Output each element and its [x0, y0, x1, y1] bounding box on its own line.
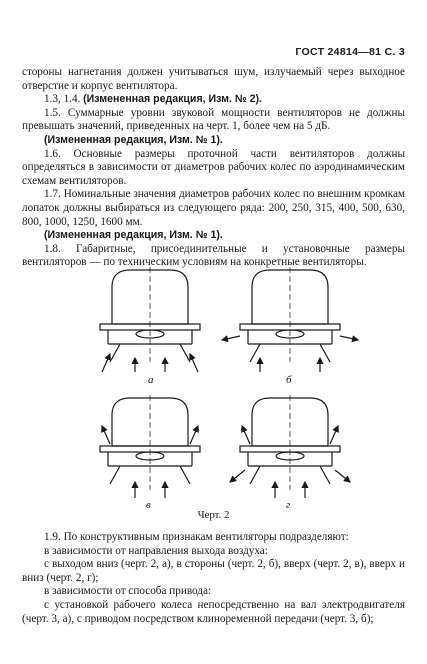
fan-diagrams — [80, 262, 360, 512]
paragraph-6: (Измененная редакция, Изм. № 1). — [44, 229, 223, 242]
paragraph-3: (Измененная редакция, Изм. № 1). — [44, 133, 223, 146]
paragraph-b4: с установкой рабочего колеса непосредственно на вал электродвигателя (черт. 3, а), с приводом посредством клиноременной передачи (черт. 3, б); — [22, 598, 405, 625]
page-header: ГОСТ 24814—81 С. 3 — [295, 46, 405, 58]
fan-c — [100, 395, 200, 498]
paragraph-0: стороны нагнетания должен учитываться шум, излучаемый через выходное отверстие и корпус вентилятора. — [22, 66, 405, 92]
paragraph-b1: в зависимости от направления выхода воздуха: — [44, 544, 268, 557]
paragraph-b2: с выходом вниз (черт. 2, а), в стороны (черт. 2, б), вверх (черт. 2, в), вверх и вниз (черт. 2, г); — [22, 558, 405, 584]
paragraph-b0: 1.9. По конструктивным признакам вентиляторы подразделяют: — [44, 531, 349, 543]
paragraph-b3: в зависимости от способа привода: — [44, 585, 212, 598]
text-bottom — [22, 531, 405, 626]
fig-label-v: в — [146, 499, 151, 511]
paragraph-1: 1.3, 1.4. (Измененная редакция, Изм. № 2). — [44, 93, 262, 106]
fan-d — [230, 395, 350, 498]
paragraph-2: 1.5. Суммарные уровни звуковой мощности вентиляторов не должны превышать значений, приведенных на черт. 1, более чем на 5 дБ. — [22, 106, 405, 133]
paragraph-5: 1.7. Номинальные значения диаметров рабочих колес по внешним кромкам лопаток должны выбираться из следующего ряда: 200, 250, 315, 400, 500, 630, 800, 1000, 1250, 1600 мм. — [22, 188, 405, 228]
fig-label-a: а — [148, 374, 154, 386]
fan-b — [222, 267, 358, 372]
fan-a — [100, 267, 200, 372]
text-top — [22, 66, 405, 270]
fig-label-b: б — [286, 374, 292, 386]
paragraph-4: 1.6. Основные размеры проточной части вентиляторов должны определяться в зависимости от диаметров рабочих колес по аэродинамическим схемам вентиляторов. — [22, 147, 405, 187]
paragraph-7: 1.8. Габаритные, присоединительные и установочные размеры вентиляторов — по техническим условиям на конкретные вентиляторы. — [22, 242, 405, 269]
fig-label-g: г — [286, 499, 291, 511]
figure-caption: Черт. 2 — [197, 509, 230, 521]
